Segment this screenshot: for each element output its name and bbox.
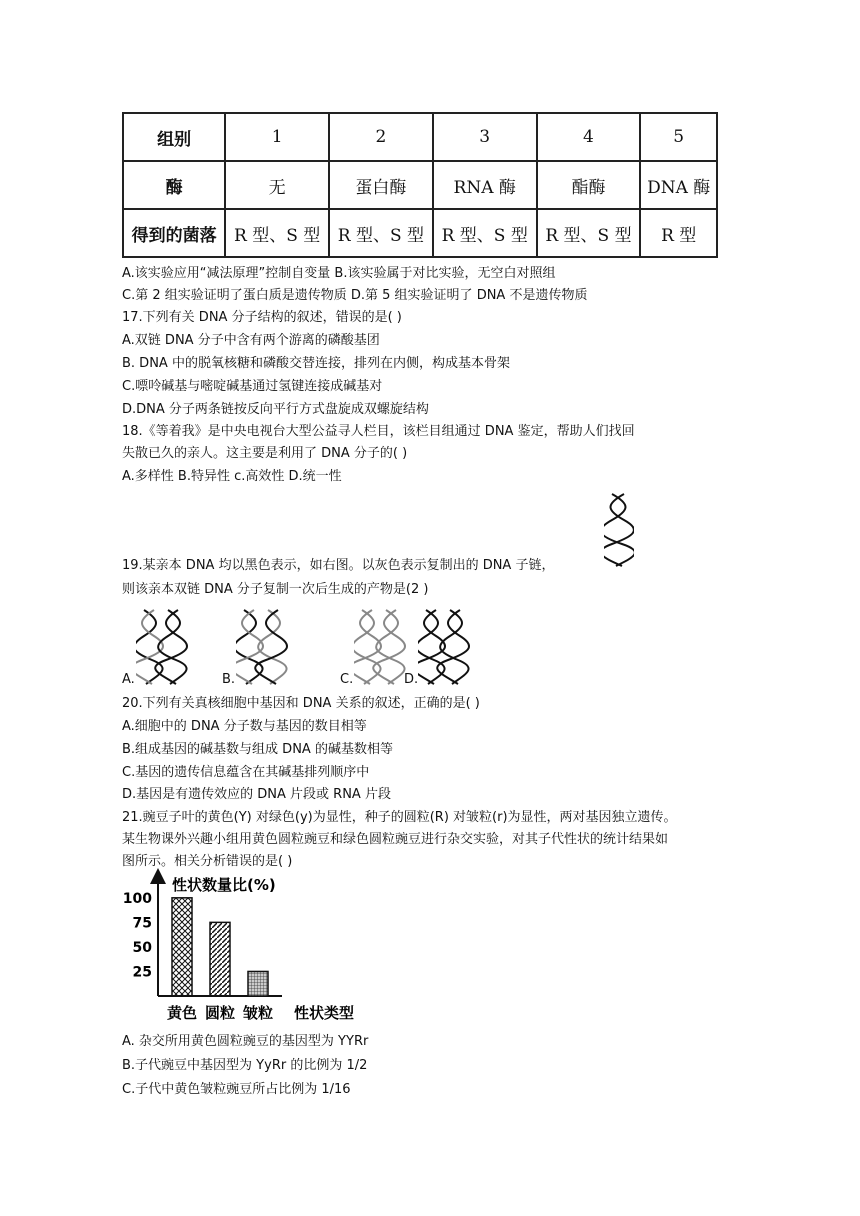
q21-option-a: A. 杂交所用黄色圆粒豌豆的基因型为 YYRr bbox=[122, 1034, 369, 1049]
table-header-row bbox=[123, 113, 717, 161]
y-tick-label: 100 bbox=[122, 890, 152, 907]
q21-stem-line2: 某生物课外兴趣小组用黄色圆粒豌豆和绿色圆粒豌豆进行杂交实验，对其子代性状的统计结果如 bbox=[122, 832, 669, 847]
table-cell: 3 bbox=[433, 113, 537, 161]
table-cell: RNA 酶 bbox=[433, 161, 537, 209]
q20-option-a: A.细胞中的 DNA 分子数与基因的数目相等 bbox=[122, 719, 367, 734]
q19-option-b-label: B. bbox=[222, 672, 236, 687]
q20-option-d: D.基因是有遗传效应的 DNA 片段或 RNA 片段 bbox=[122, 787, 391, 802]
helix-pair-option-b bbox=[236, 606, 290, 686]
table-cell: 5 bbox=[640, 113, 717, 161]
table-cell: 4 bbox=[537, 113, 641, 161]
experiment-table bbox=[122, 112, 718, 258]
q19-option-a-label: A. bbox=[122, 672, 135, 687]
bar-1 bbox=[210, 922, 230, 996]
table-cell: R 型、S 型 bbox=[537, 209, 641, 257]
q17-option-c: C.嘌呤碱基与嘧啶碱基通过氢键连接成碱基对 bbox=[122, 379, 383, 394]
table-cell: 2 bbox=[329, 113, 433, 161]
y-axis-label: 性状数量比(%) bbox=[172, 876, 276, 894]
table-row bbox=[123, 161, 717, 209]
q21-option-b: B.子代豌豆中基因型为 YyRr 的比例为 1/2 bbox=[122, 1058, 368, 1073]
q18-options: A.多样性 B.特异性 c.高效性 D.统一性 bbox=[122, 469, 342, 484]
bar-0 bbox=[172, 898, 192, 996]
q20-option-b: B.组成基因的碱基数与组成 DNA 的碱基数相等 bbox=[122, 742, 393, 757]
bar-2 bbox=[248, 971, 268, 996]
q19-stem-line2: 则该亲本双链 DNA 分子复制一次后生成的产物是(2 ) bbox=[122, 582, 429, 597]
table-cell: R 型、S 型 bbox=[433, 209, 537, 257]
category-label: 黄色 bbox=[166, 1004, 198, 1022]
y-tick-label: 25 bbox=[132, 964, 152, 981]
x-axis-label: 性状类型 bbox=[294, 1004, 355, 1022]
table-cell: 得到的菌落 bbox=[123, 209, 225, 257]
helix-pair-option-d bbox=[418, 606, 472, 686]
table-row bbox=[123, 209, 717, 257]
helix-pair-option-a bbox=[136, 606, 190, 686]
trait-ratio-bar-chart bbox=[122, 868, 372, 1028]
q17-option-a: A.双链 DNA 分子中含有两个游离的磷酸基团 bbox=[122, 333, 380, 348]
table-cell: 蛋白酶 bbox=[329, 161, 433, 209]
table-cell: DNA 酶 bbox=[640, 161, 717, 209]
table-cell: 酶 bbox=[123, 161, 225, 209]
y-tick-label: 50 bbox=[132, 939, 152, 956]
q16-options-ab: A.该实验应用“减法原理”控制自变量 B.该实验属于对比实验，无空白对照组 bbox=[122, 266, 556, 281]
q16-options-cd: C.第 2 组实验证明了蛋白质是遗传物质 D.第 5 组实验证明了 DNA 不是遗传物质 bbox=[122, 288, 588, 303]
q21-stem-line3: 图所示。相关分析错误的是( ) bbox=[122, 854, 293, 869]
q21-option-c: C.子代中黄色皱粒豌豆所占比例为 1/16 bbox=[122, 1082, 351, 1097]
category-label: 圆粒 bbox=[204, 1004, 236, 1022]
q17-stem: 17.下列有关 DNA 分子结构的叙述，错误的是( ) bbox=[122, 310, 402, 325]
q19-stem-line1: 19.某亲本 DNA 均以黑色表示，如右图。以灰色表示复制出的 DNA 子链， bbox=[122, 558, 555, 573]
q20-stem: 20.下列有关真核细胞中基因和 DNA 关系的叙述，正确的是( ) bbox=[122, 696, 480, 711]
q19-option-c-label: C. bbox=[340, 672, 354, 687]
table-cell: 无 bbox=[225, 161, 329, 209]
q19-option-d-label: D. bbox=[404, 672, 419, 687]
q20-option-c: C.基因的遗传信息蕴含在其碱基排列顺序中 bbox=[122, 765, 370, 780]
table-cell: 1 bbox=[225, 113, 329, 161]
parent-dna-helix-figure bbox=[604, 492, 634, 568]
table-cell: 酯酶 bbox=[537, 161, 641, 209]
category-label: 皱粒 bbox=[242, 1004, 274, 1022]
table-cell: R 型 bbox=[640, 209, 717, 257]
helix-pair-option-c bbox=[354, 606, 408, 686]
table-cell: R 型、S 型 bbox=[329, 209, 433, 257]
q18-stem-line2: 失散已久的亲人。这主要是利用了 DNA 分子的( ) bbox=[122, 446, 408, 461]
q21-stem-line1: 21.豌豆子叶的黄色(Y) 对绿色(y)为显性，种子的圆粒(R) 对皱粒(r)为显性，两对基因独立遗传。 bbox=[122, 810, 677, 825]
table-cell: R 型、S 型 bbox=[225, 209, 329, 257]
q17-option-b: B. DNA 中的脱氧核糖和磷酸交替连接，排列在内侧，构成基本骨架 bbox=[122, 356, 510, 371]
q18-stem-line1: 18.《等着我》是中央电视台大型公益寻人栏目，该栏目组通过 DNA 鉴定，帮助人们找回 bbox=[122, 424, 635, 439]
q17-option-d: D.DNA 分子两条链按反向平行方式盘旋成双螺旋结构 bbox=[122, 402, 429, 417]
y-tick-label: 75 bbox=[132, 915, 152, 932]
table-cell: 组别 bbox=[123, 113, 225, 161]
